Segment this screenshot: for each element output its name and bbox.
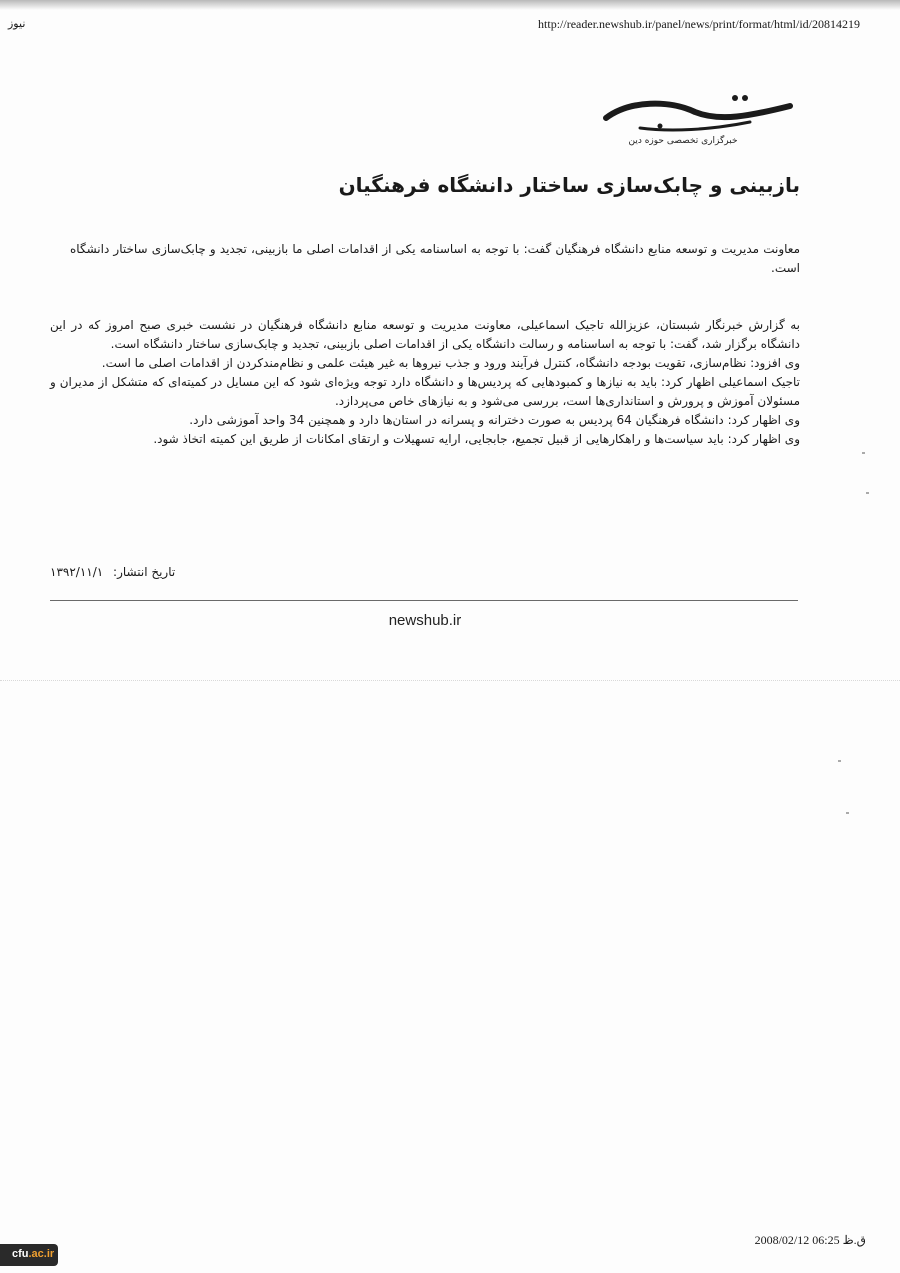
print-timestamp: ق.ظ 06:25 2008/02/12: [754, 1233, 866, 1247]
divider: [50, 600, 798, 601]
logo-tagline: خبرگزاری تخصصی حوزه دین: [628, 136, 738, 146]
shabestan-logo: [600, 92, 800, 154]
publish-date-value: ۱۳۹۲/۱۱/۱: [50, 565, 104, 579]
cfu-badge-text: [12, 1248, 54, 1260]
article-paragraph: به گزارش خبرنگار شبستان، عزیزالله تاجیک اسماعیلی، معاونت مدیریت و توسعه منابع دانشگاه فرهنگیان در نشست خبری صبح امروز که در این دانشگاه برگزار شد، گفت: با توجه به اساسنامه و رسالت دانشگاه یکی از اقدامات اصلی بازبینی، تجدید و چابک‌سازی ساختار دانشگاه است.: [50, 318, 800, 351]
scan-edge: [0, 0, 900, 10]
publish-date: [50, 565, 265, 579]
scan-speck: [862, 452, 865, 454]
article-paragraph: وی اظهار کرد: دانشگاه فرهنگیان 64 پردیس به صورت دخترانه و پسرانه در استان‌ها دارد و همچنین 34 واحد آموزشی دارد.: [189, 413, 800, 427]
page-url[interactable]: http://reader.newshub.ir/panel/news/print/format/html/id/20814219: [538, 17, 860, 31]
article-paragraph: تاجیک اسماعیلی اظهار کرد: باید به نیازها و کمبودهایی که پردیس‌ها و دانشگاه دارد توجه ویژه‌ای شود که این مسایل در کمیته‌ای که متشکل از مدیران و مسئولان آموزش و پرورش و استانداری‌ها است، بررسی می‌شود و به نیازهای خاص می‌پردازد.: [50, 375, 800, 408]
shabestan-logo-icon: [600, 92, 800, 138]
article-title: بازبینی و چابک‌سازی ساختار دانشگاه فرهنگیان: [338, 173, 800, 197]
article-intro: معاونت مدیریت و توسعه منابع دانشگاه فرهنگیان گفت: با توجه به اساسنامه یکی از اقدامات اصلی ما بازبینی، تجدید و چابک‌سازی ساختار دانشگاه است.: [70, 242, 800, 275]
cfu-badge-main: cfu: [12, 1248, 29, 1260]
cfu-badge: [0, 1244, 58, 1266]
scan-speck: [846, 812, 849, 814]
cfu-badge-suffix: .ac.ir: [28, 1248, 55, 1260]
scan-speck: [838, 760, 841, 762]
publish-date-label: تاریخ انتشار:: [113, 565, 176, 579]
scan-artifact-line: [0, 680, 900, 681]
article-paragraph: وی افزود: نظام‌سازی، تقویت بودجه دانشگاه، کنترل فرآیند ورود و جذب نیروها به غیر هیئت علمی و نظام‌مندکردن از اقدامات اصلی ما است.: [101, 356, 800, 370]
article-paragraph: وی اظهار کرد: باید سیاست‌ها و راهکارهایی از قبیل تجمیع، جابجایی، ارایه تسهیلات و ارتقای امکانات از طریق این کمیته اتخاذ شود.: [153, 432, 800, 446]
top-left-label: نیوز: [8, 17, 26, 30]
source-domain[interactable]: newshub.ir: [388, 612, 462, 629]
article-body: [50, 316, 800, 449]
scan-speck: [866, 492, 869, 494]
